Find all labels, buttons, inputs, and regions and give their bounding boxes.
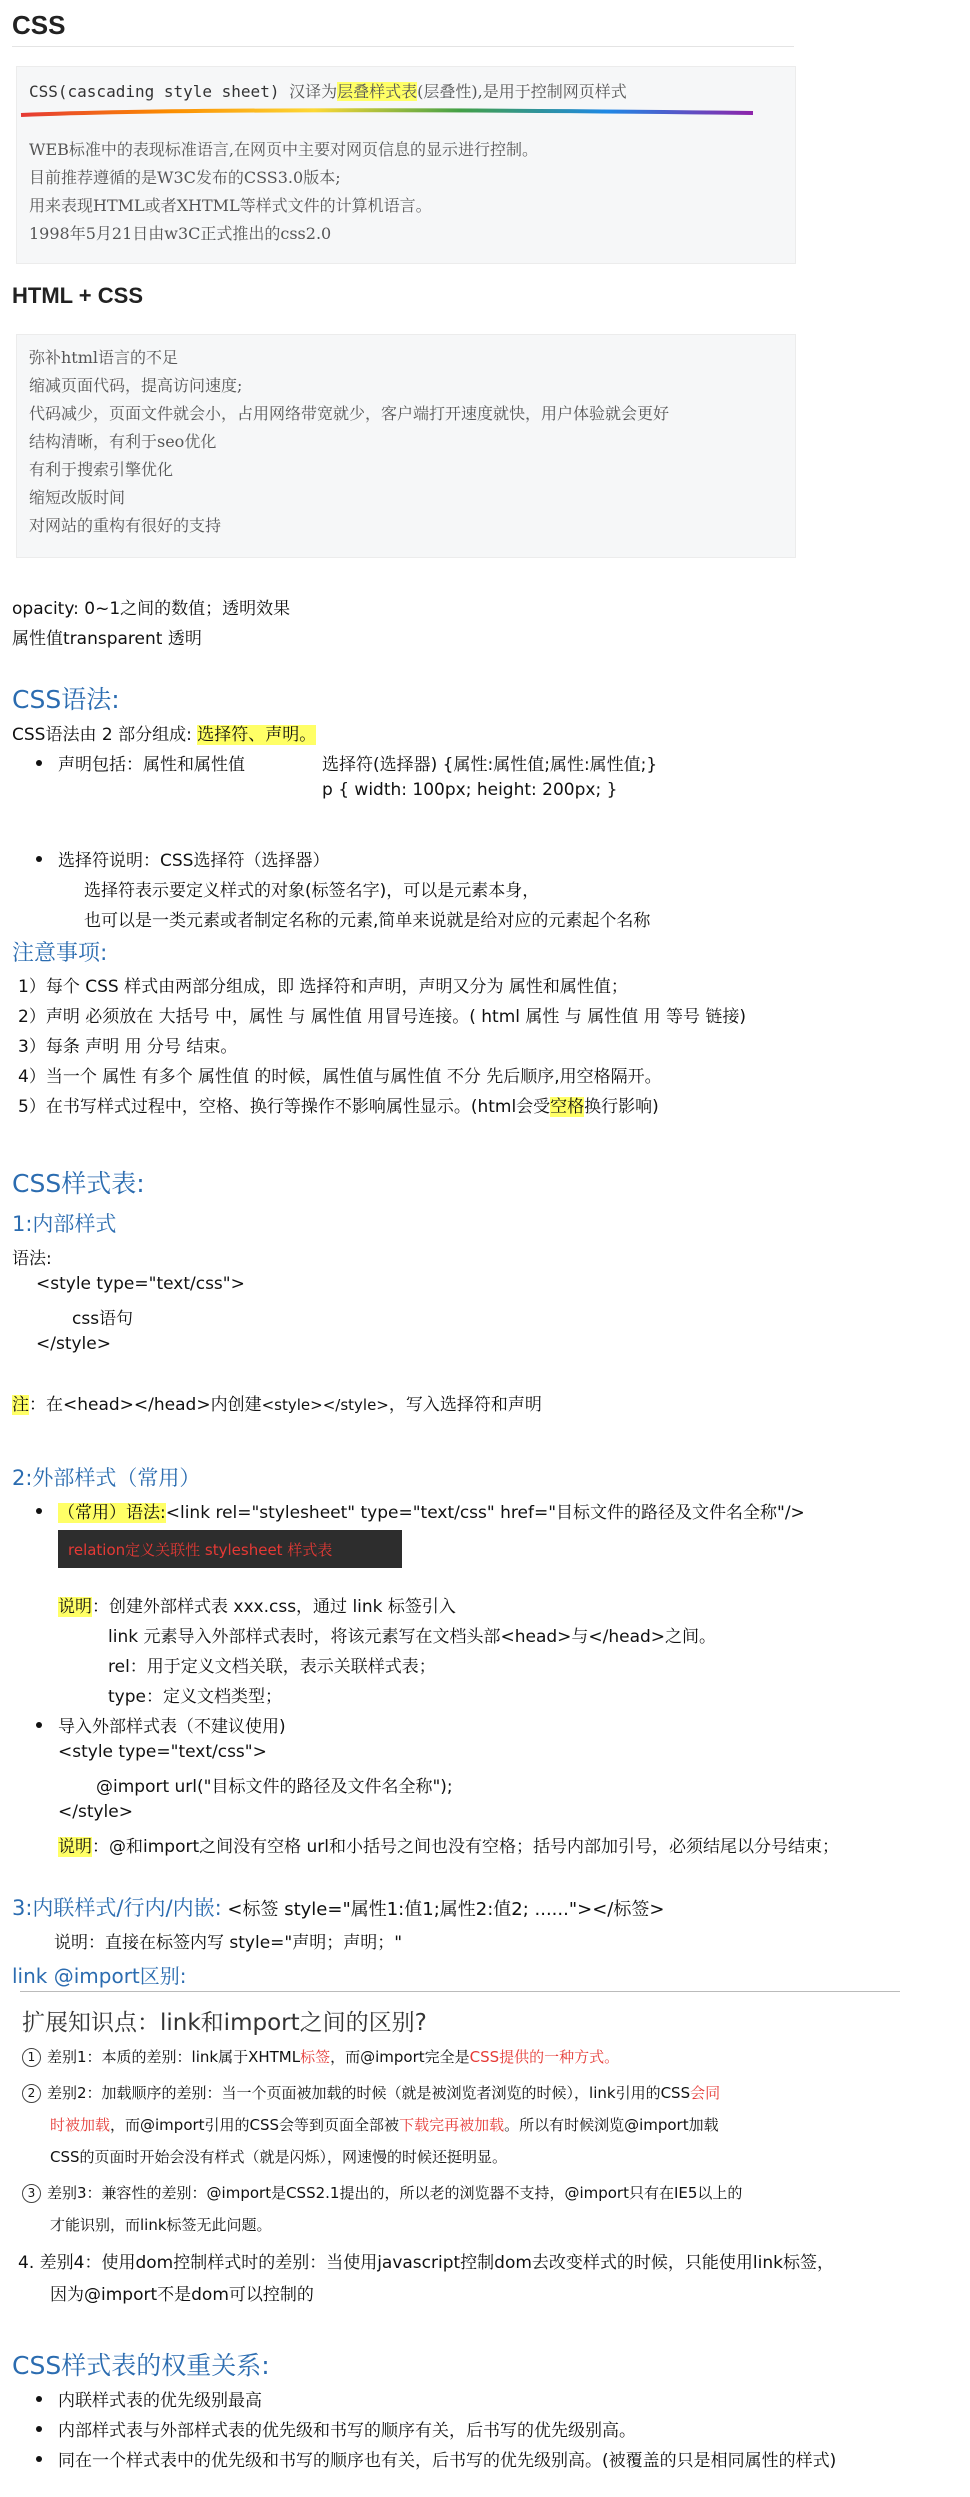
code-line: 缩减页面代码，提高访问速度;: [29, 376, 243, 395]
weight-item: 内部样式表与外部样式表的优先级和书写的顺序有关，后书写的优先级别高。: [58, 2421, 636, 2441]
diff-item-cont: 才能识别，而link标签无此问题。: [50, 2216, 272, 2234]
selector-desc: 选择符表示要定义样式的对象(标签名字)，可以是元素本身，: [84, 881, 540, 901]
diff-item: 1 差别1：本质的差别：link属于XHTML标签，而@import完全是CSS提供的一种方式。: [22, 2046, 619, 2067]
weight-item: 同在一个样式表中的优先级和书写的顺序也有关，后书写的优先级别高。(被覆盖的只是相同属性的样式): [58, 2451, 837, 2471]
rainbow-underline: [17, 107, 757, 119]
code-line: 结构清晰，有利于seo优化: [29, 432, 217, 451]
code-line: 用来表现HTML或者XHTML等样式文件的计算机语言。: [29, 196, 432, 215]
import-label: 导入外部样式表（不建议使用): [58, 1717, 286, 1737]
opacity-line: opacity: 0~1之间的数值；透明效果: [12, 599, 291, 619]
note-item: 4）当一个 属性 有多个 属性值 的时候，属性值与属性值 不分 先后顺序,用空格隔开。: [18, 1067, 662, 1087]
bullet: [36, 1722, 42, 1728]
external-desc: link 元素导入外部样式表时，将该元素写在文档头部<head>与</head>之间。: [108, 1627, 717, 1647]
internal-style-heading: 1:内部样式: [12, 1212, 117, 1236]
code-line: 对网站的重构有很好的支持: [29, 516, 222, 535]
code-line: CSS(cascading style sheet) 汉译为层叠样式表(层叠性),是用于控制网页样式: [29, 82, 627, 101]
note-item: 2）声明 必须放在 大括号 中，属性 与 属性值 用冒号连接。( html 属性 与 属性值 用 等号 链接): [18, 1007, 747, 1027]
diff-item-cont: 时被加载，而@import引用的CSS会等到页面全部被下载完再被加载。所以有时候浏览@import加载: [50, 2116, 719, 2134]
inline-style-line: 3:内联样式/行内/内嵌: <标签 style="属性1:值1;属性2:值2; ......"></标签>: [12, 1896, 665, 1920]
tooltip-box: [58, 1530, 402, 1568]
link-syntax: （常用）语法:<link rel="stylesheet" type="text/css" href="目标文件的路径及文件名全称"/>: [58, 1503, 805, 1523]
external-desc: type：定义文档类型；: [108, 1687, 282, 1707]
html-css-heading: HTML + CSS: [12, 283, 144, 308]
bullet: [36, 1508, 42, 1514]
code-line: 目前推荐遵循的是W3C发布的CSS3.0版本;: [29, 168, 341, 187]
code-text: </style>: [58, 1802, 133, 1822]
code-line: 1998年5月21日由w3C正式推出的css2.0: [29, 224, 332, 243]
diff-item: 3 差别3：兼容性的差别：@import是CSS2.1提出的，所以老的浏览器不支持，@import只有在IE5以上的: [22, 2182, 742, 2203]
import-note: 说明：@和import之间没有空格 url和小括号之间也没有空格；括号内部加引号，必须结尾以分号结束；: [58, 1837, 840, 1857]
note-item: 1）每个 CSS 样式由两部分组成，即 选择符和声明，声明又分为 属性和属性值；: [18, 977, 628, 997]
code-line: WEB标准中的表现标准语言,在网页中主要对网页信息的显示进行控制。: [29, 140, 538, 159]
notes-heading: 注意事项:: [12, 941, 108, 966]
note-item: 5）在书写样式过程中，空格、换行等操作不影响属性显示。(html会受空格换行影响): [18, 1097, 659, 1117]
diff-item-cont: CSS的页面时开始会没有样式（就是闪烁），网速慢的时候还挺明显。: [50, 2148, 508, 2166]
link-import-heading: link @import区别:: [12, 1964, 187, 1988]
code-line: 有利于搜索引擎优化: [29, 460, 174, 479]
syntax-heading: CSS语法:: [12, 685, 120, 714]
code-text: </style>: [36, 1334, 111, 1354]
diff-box-title: 扩展知识点：link和import之间的区别?: [22, 2010, 427, 2036]
bullet: [36, 760, 42, 766]
bullet: [36, 2396, 42, 2402]
syntax-label: 语法:: [12, 1249, 52, 1269]
code-line: 缩短改版时间: [29, 488, 126, 507]
syntax-intro: CSS语法由 2 部分组成: 选择符、声明。: [12, 725, 317, 745]
bullet: [36, 2456, 42, 2462]
divider: [20, 1991, 900, 1992]
code-text: css语句: [72, 1309, 134, 1329]
internal-note: 注：在<head></head>内创建<style></style>，写入选择符和声明: [12, 1395, 542, 1415]
weight-heading: CSS样式表的权重关系:: [12, 2351, 270, 2380]
inline-style-heading: 3:内联样式/行内/内嵌:: [12, 1896, 222, 1920]
html-css-code-block: [16, 334, 796, 558]
external-desc: 说明：创建外部样式表 xxx.css，通过 link 标签引入: [58, 1597, 456, 1617]
declaration-label: 声明包括：属性和属性值: [58, 755, 245, 775]
css-code-block: [16, 66, 796, 264]
inline-desc: 说明：直接在标签内写 style="声明；声明；": [54, 1933, 403, 1953]
note-item: 3）每条 声明 用 分号 结束。: [18, 1037, 238, 1057]
heading-rule: [12, 46, 794, 47]
code-text: @import url("目标文件的路径及文件名全称");: [96, 1777, 453, 1797]
tooltip-text: relation定义关联性 stylesheet 样式表: [68, 1541, 333, 1559]
code-line: 弥补html语言的不足: [29, 348, 179, 367]
transparent-line: 属性值transparent 透明: [12, 629, 202, 649]
stylesheet-heading: CSS样式表:: [12, 1169, 145, 1198]
selector-desc: 也可以是一类元素或者制定名称的元素,简单来说就是给对应的元素起个名称: [84, 911, 651, 931]
bullet: [36, 2426, 42, 2432]
diff-item-cont: 因为@import不是dom可以控制的: [50, 2285, 314, 2305]
diff-item: 2 差别2：加载顺序的差别：当一个页面被加载的时候（就是被浏览者浏览的时候），link引用的CSS会同: [22, 2082, 720, 2103]
selector-syntax: 选择符(选择器) {属性:属性值;属性:属性值;}: [322, 755, 658, 775]
external-style-heading: 2:外部样式（常用）: [12, 1466, 201, 1490]
selector-example: p { width: 100px; height: 200px; }: [322, 780, 618, 800]
weight-item: 内联样式表的优先级别最高: [58, 2391, 262, 2411]
diff-item: 4. 差别4：使用dom控制样式时的差别：当使用javascript控制dom去改变样式的时候，只能使用link标签，: [18, 2253, 834, 2273]
code-text: <style type="text/css">: [58, 1742, 267, 1762]
code-line: 代码减少，页面文件就会小，占用网络带宽就少，客户端打开速度就快，用户体验就会更好: [29, 404, 670, 423]
bullet: [36, 856, 42, 862]
css-heading: CSS: [12, 10, 66, 40]
external-desc: rel：用于定义文档关联，表示关联样式表；: [108, 1657, 436, 1677]
code-text: <style type="text/css">: [36, 1274, 245, 1294]
selector-desc: 选择符说明：CSS选择符（选择器）: [58, 851, 330, 871]
